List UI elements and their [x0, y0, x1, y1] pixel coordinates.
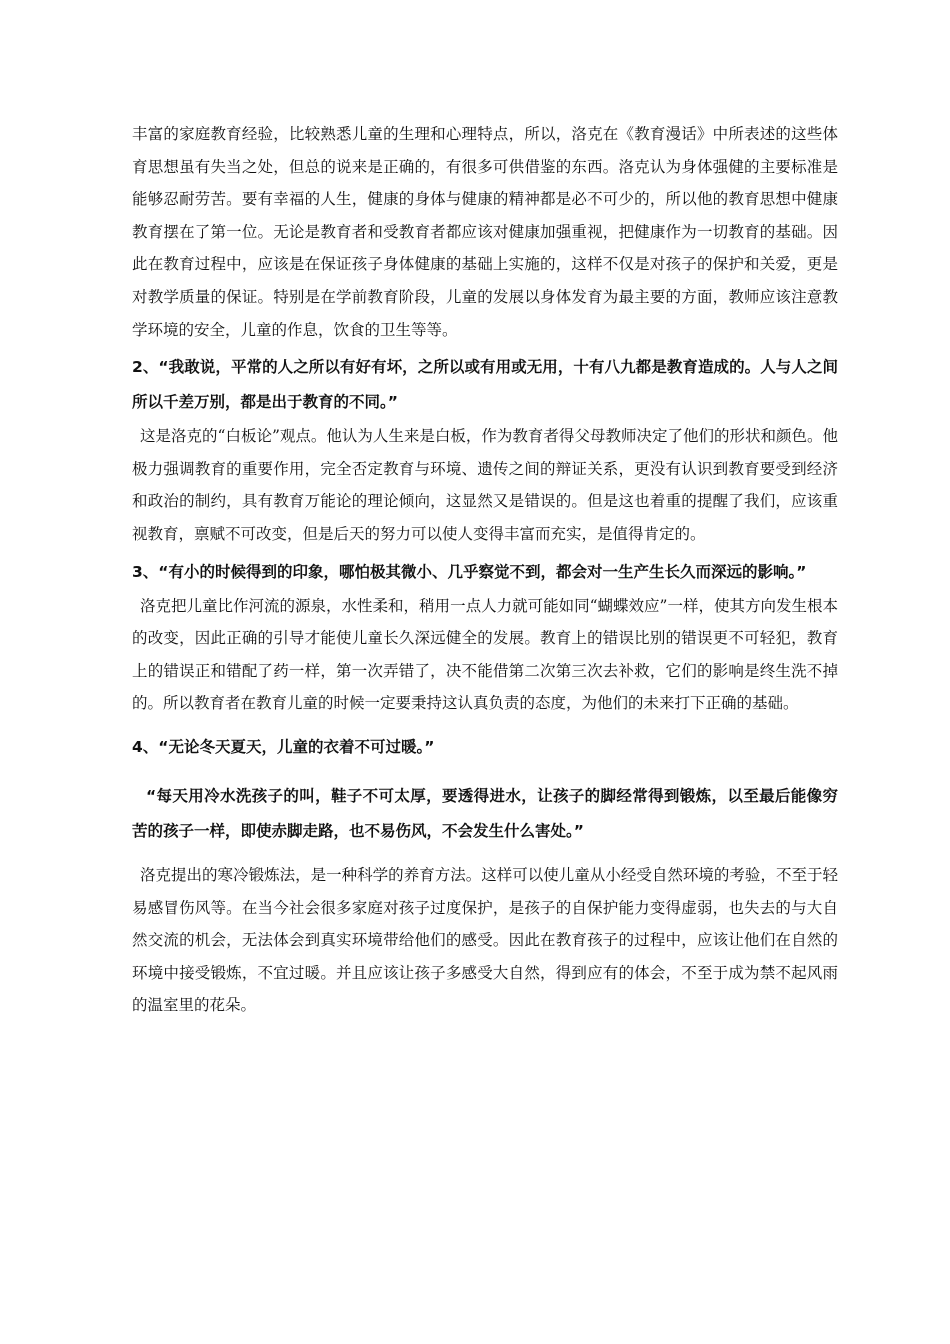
- section-4-body: 洛克提出的寒冷锻炼法，是一种科学的养育方法。这样可以使儿童从小经受自然环境的考验，不至于轻易感冒伤风等。在当今社会很多家庭对孩子过度保护，是孩子的自保护能力变得虚弱，也失去的与大自然交流的机会，无法体会到真实环境带给他们的感受。因此在教育孩子的过程中，应该让他们在自然的环境中接受锻炼，不宜过暖。并且应该让孩子多感受大自然，得到应有的体会，不至于成为禁不起风雨的温室里的花朵。: [132, 865, 838, 1015]
- section-4-heading: 4、“无论冬天夏天，儿童的衣着不可过暖。”: [132, 737, 435, 756]
- section-3-body: 洛克把儿童比作河流的源泉，水性柔和，稍用一点人力就可能如同“蝴蝶效应”一样，使其方向发生根本的改变，因此正确的引导才能使儿童长久深远健全的发展。教育上的错误比别的错误更不可轻犯，教育上的错误正和错配了药一样，第一次弄错了，决不能借第二次第三次去补救，它们的影响是终生洗不掉的。所以教育者在教育儿童的时候一定要秉持这认真负责的态度，为他们的未来打下正确的基础。: [132, 596, 838, 713]
- document-page: [132, 118, 838, 1022]
- intro-paragraph: 丰富的家庭教育经验，比较熟悉儿童的生理和心理特点，所以，洛克在《教育漫话》中所表述的这些体育思想虽有失当之处，但总的说来是正确的，有很多可供借鉴的东西。洛克认为身体强健的主要标准是能够忍耐劳苦。要有幸福的人生，健康的身体与健康的精神都是必不可少的，所以他的教育思想中健康教育摆在了第一位。无论是教育者和受教育者都应该对健康加强重视，把健康作为一切教育的基础。因此在教育过程中，应该是在保证孩子身体健康的基础上实施的，这样不仅是对孩子的保护和关爱，更是对教学质量的保证。特别是在学前教育阶段，儿童的发展以身体发育为最主要的方面，教师应该注意教学环境的安全，儿童的作息，饮食的卫生等等。: [132, 125, 838, 339]
- section-2-body: 这是洛克的“白板论”观点。他认为人生来是白板，作为教育者得父母教师决定了他们的形状和颜色。他极力强调教育的重要作用，完全否定教育与环境、遗传之间的辩证关系，更没有认识到教育要受到经济和政治的制约，具有教育万能论的理论倾向，这显然又是错误的。但是这也着重的提醒了我们，应该重视教育，禀赋不可改变，但是后天的努力可以使人变得丰富而充实，是值得肯定的。: [132, 427, 838, 543]
- section-4-quote: “每天用冷水洗孩子的叫，鞋子不可太厚，要透得进水，让孩子的脚经常得到锻炼，以至最后能像穷苦的孩子一样，即使赤脚走路，也不易伤风，不会发生什么害处。”: [132, 786, 838, 840]
- section-2-heading: 2、“我敢说，平常的人之所以有好有坏，之所以或有用或无用，十有八九都是教育造成的。人与人之间所以千差万别，都是出于教育的不同。”: [132, 358, 838, 412]
- section-3-heading: 3、“有小的时候得到的印象，哪怕极其微小、几乎察觉不到，都会对一生产生长久而深远的影响。”: [132, 562, 807, 581]
